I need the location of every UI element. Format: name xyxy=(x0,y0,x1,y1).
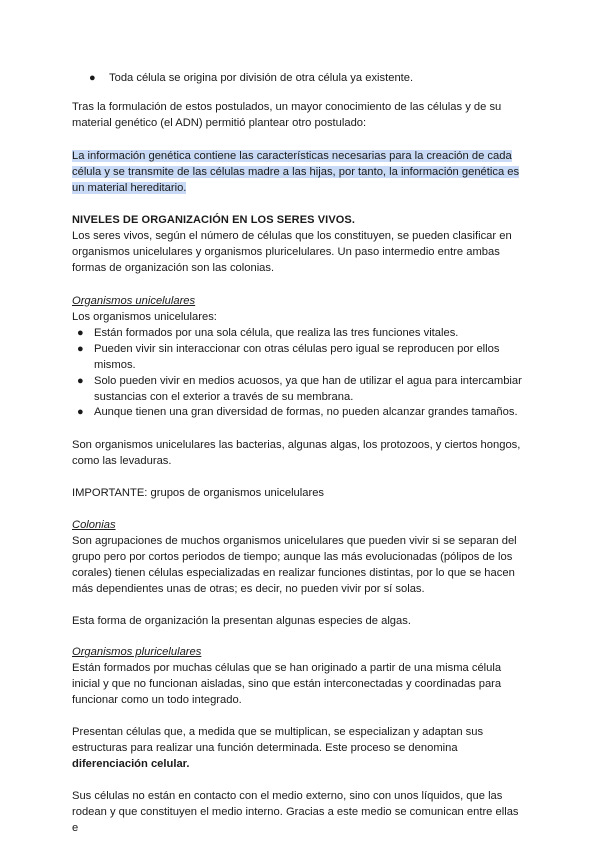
medio-interno-paragraph: Sus células no están en contacto con el medio externo, sino con unos líquidos, que las rodean y que constituyen el medio interno. Gracias a este medio se comunican entre ellas e xyxy=(72,789,519,834)
bullet-icon: ● xyxy=(77,342,84,355)
list-item-text: Aunque tienen una gran diversidad de formas, no pueden alcanzar grandes tamaños. xyxy=(94,406,518,419)
pluricelulares-heading: Organismos pluricelulares xyxy=(72,646,202,659)
diferenciacion-text: Presentan células que, a medida que se multiplican, se especializan y adaptan sus estructuras para realizar una función determinada. Este proceso se denomina xyxy=(72,726,484,754)
highlighted-text: La información genética contiene las características necesarias para la creación de cada célula y se transmite de las células madre a las hijas, por tanto, la información genética es un material hereditario. xyxy=(72,149,520,194)
diferenciacion-paragraph xyxy=(72,725,522,773)
list-item-text: Están formados por una sola célula, que realiza las tres funciones vitales. xyxy=(94,326,459,339)
document-body xyxy=(72,71,522,837)
list-item xyxy=(72,374,522,406)
important-note: IMPORTANTE: grupos de organismos unicelulares xyxy=(72,487,325,500)
postulate-bullet xyxy=(72,71,522,87)
intro-paragraph: Tras la formulación de estos postulados, un mayor conocimiento de las células y de su material genético (el ADN) permitió plantear otro postulado: xyxy=(72,100,502,129)
list-item xyxy=(72,342,522,374)
pluricelulares-text: Están formados por muchas células que se han originado a partir de una misma célula inicial y que no funcionan aisladas, sino que están interconectadas y coordinadas para funcionar como un todo integrado. xyxy=(72,662,502,707)
diferenciacion-term: diferenciación celular. xyxy=(72,757,190,770)
list-item-text: Pueden vivir sin interaccionar con otras células pero igual se reproducen por ellos mismos. xyxy=(94,342,500,371)
postulate-bullet-text: Toda célula se origina por división de otra célula ya existente. xyxy=(109,72,414,84)
colonias-algas: Esta forma de organización la presentan algunas especies de algas. xyxy=(72,614,411,627)
unicelulares-heading: Organismos unicelulares xyxy=(72,295,196,308)
unicelulares-list xyxy=(72,326,522,421)
section-intro: Los seres vivos, según el número de células que los constituyen, se pueden clasificar en organismos unicelulares y organismos pluricelulares. Un paso intermedio entre ambas formas de organización son las colonias. xyxy=(72,230,512,275)
bullet-icon: ● xyxy=(89,72,96,84)
list-item-text: Solo pueden vivir en medios acuosos, ya que han de utilizar el agua para intercambiar sustancias con el exterior a través de su membrana. xyxy=(94,374,522,403)
unicelulares-examples: Son organismos unicelulares las bacterias, algunas algas, los protozoos, y ciertos hongos, como las levaduras. xyxy=(72,439,521,468)
unicelulares-lead: Los organismos unicelulares: xyxy=(72,310,217,323)
list-item xyxy=(72,405,522,421)
highlighted-postulate xyxy=(72,149,522,197)
section-title: NIVELES DE ORGANIZACIÓN EN LOS SERES VIVOS. xyxy=(72,214,356,227)
bullet-icon: ● xyxy=(77,374,84,387)
bullet-icon: ● xyxy=(77,326,84,339)
colonias-text: Son agrupaciones de muchos organismos unicelulares que pueden vivir si se separan del grupo pero por cortos periodos de tiempo; aunque las más evolucionadas (pólipos de los corales) tienen células especializadas en realizar funciones distintas, por lo que se hacen más dependientes unas de otras; es decir, no pueden vivir por sí solas. xyxy=(72,534,517,595)
bullet-icon: ● xyxy=(77,406,84,419)
colonias-heading: Colonias xyxy=(72,519,116,532)
list-item xyxy=(72,326,522,342)
